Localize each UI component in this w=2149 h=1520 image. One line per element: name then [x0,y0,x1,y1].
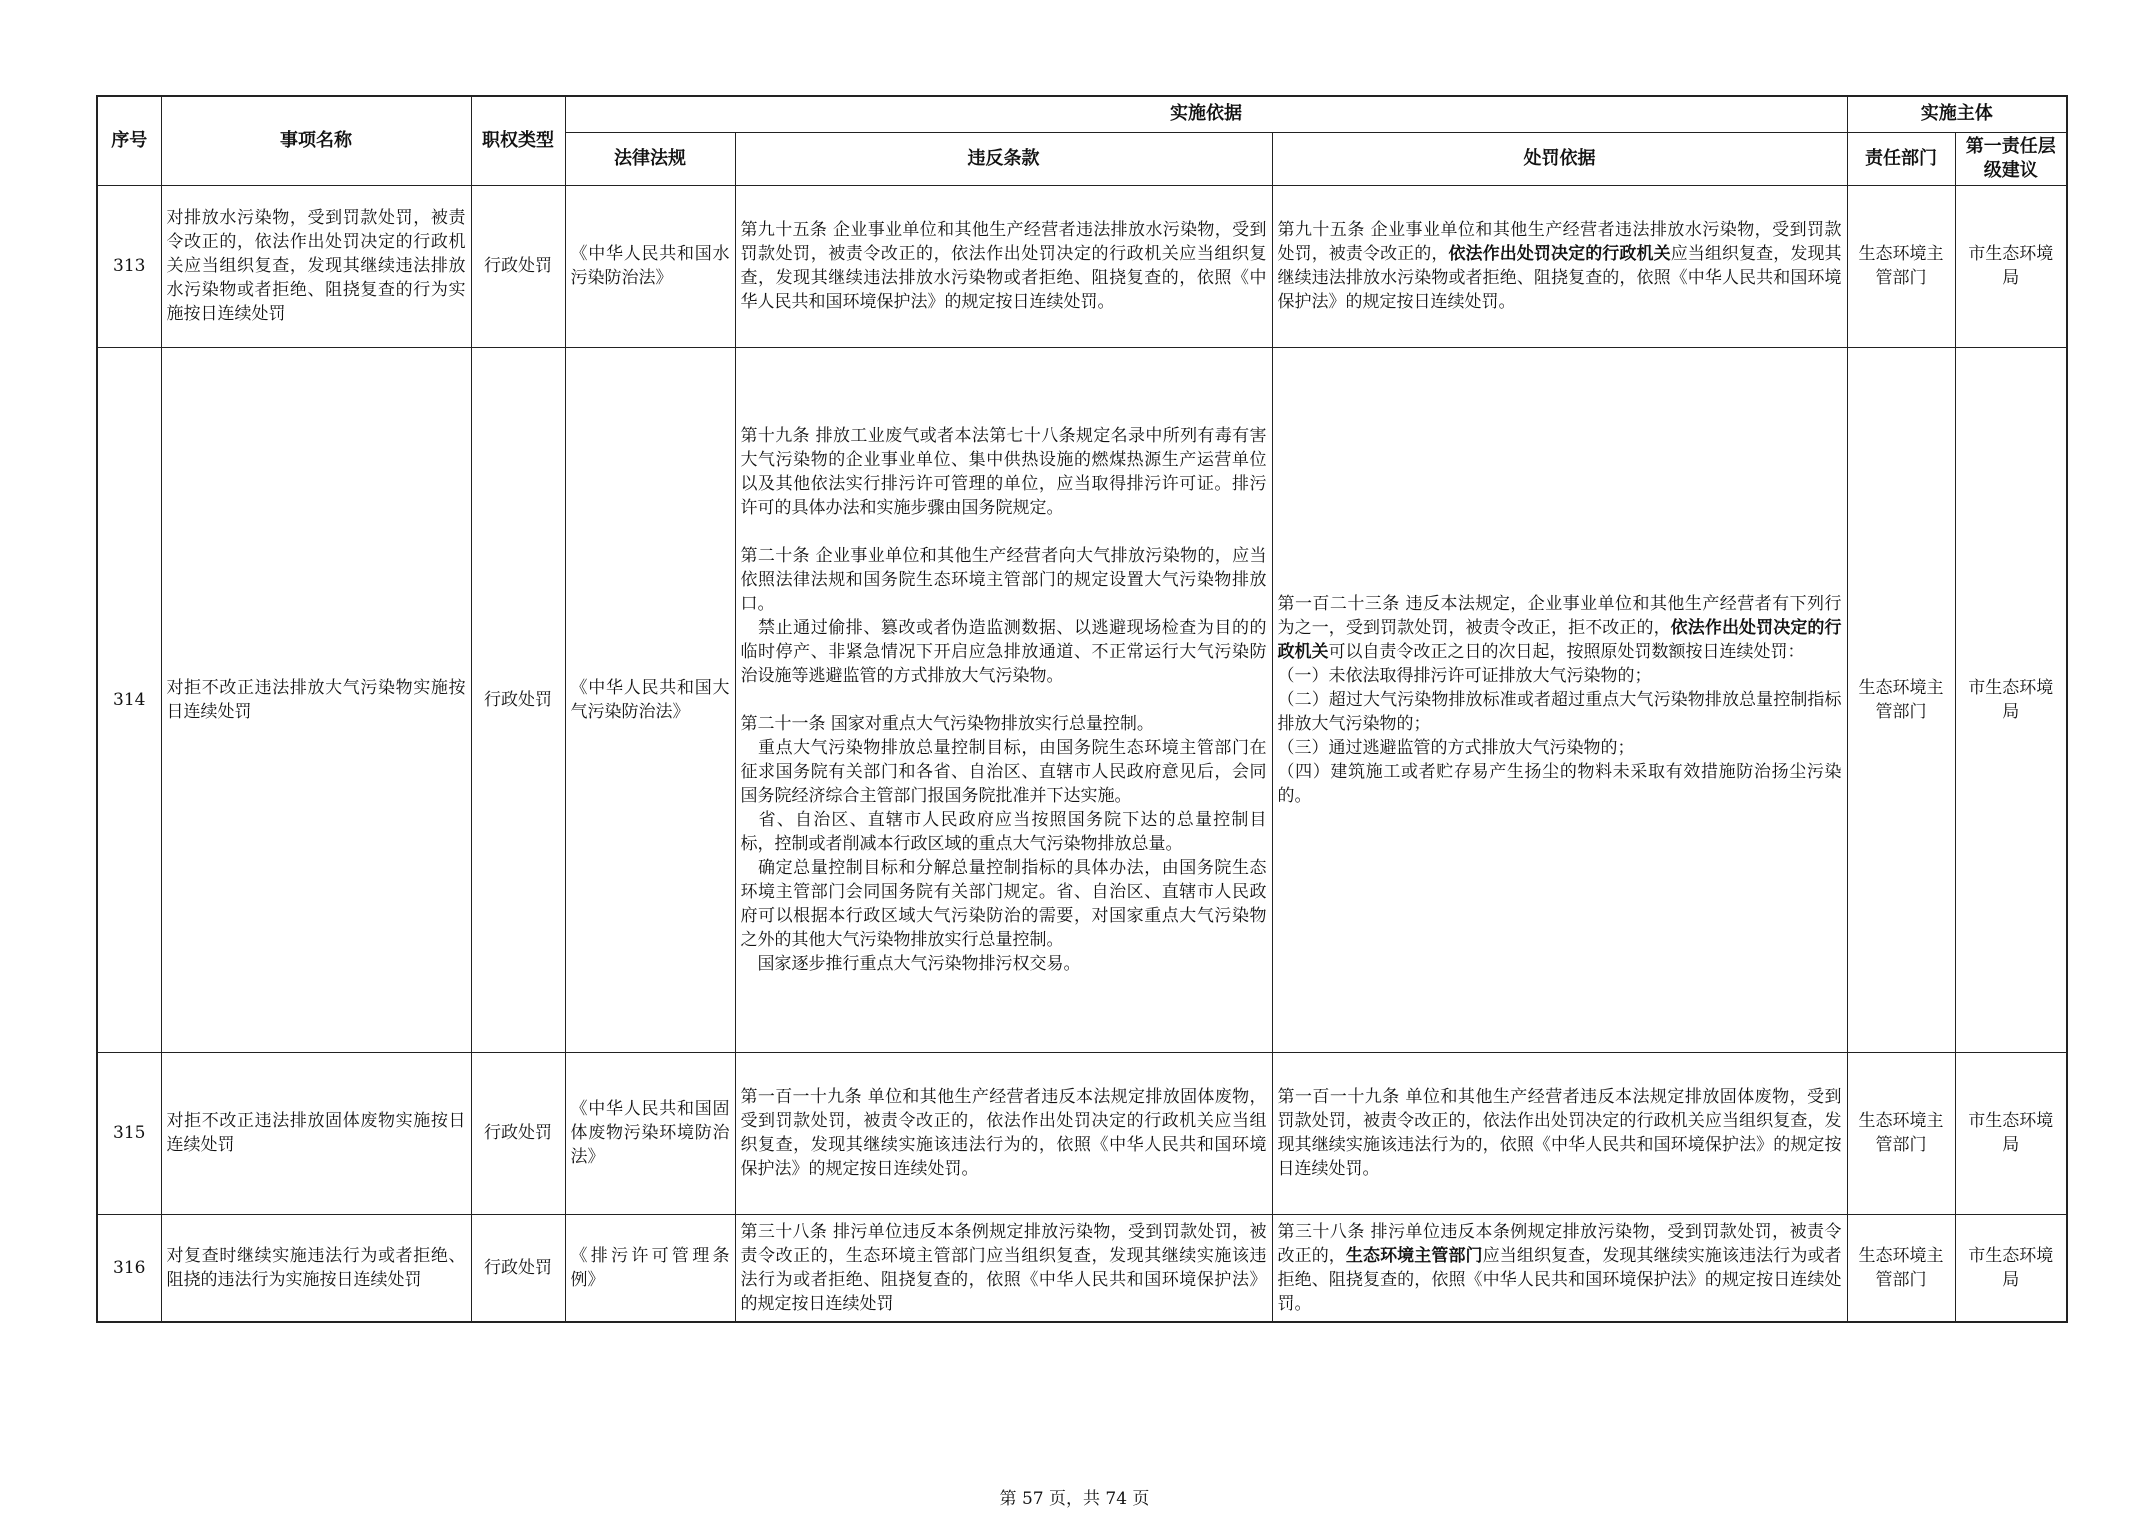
row-seq: 313 [97,185,161,347]
row-dept: 生态环境主管部门 [1847,185,1955,347]
row-violation [735,1052,1272,1214]
row-law: 《排污许可管理条例》 [565,1214,735,1322]
row-penalty-basis [1272,1052,1847,1214]
header-violation: 违反条款 [735,132,1272,185]
header-subject-group: 实施主体 [1847,96,2067,132]
document-table-wrapper [96,95,2066,1323]
row-power-type: 行政处罚 [471,1052,565,1214]
paragraph-gap [741,520,1267,544]
violation-paragraph: 第二十条 企业事业单位和其他生产经营者向大气排放污染物的，应当依照法律法规和国务院生态环境主管部门的规定设置大气污染物排放口。 [740,545,1267,614]
header-level: 第一责任层级建议 [1955,132,2067,185]
header-penalty-basis: 处罚依据 [1272,132,1847,185]
row-level: 市生态环境局 [1955,1214,2067,1322]
row-law: 《中华人民共和国水污染防治法》 [565,185,735,347]
row-seq: 314 [97,347,161,1052]
row-level: 市生态环境局 [1955,347,2067,1052]
violation-paragraph: 禁止通过偷排、篡改或者伪造监测数据、以逃避现场检查为目的的临时停产、非紧急情况下开启应急排放通道、不正常运行大气污染防治设施等逃避监管的方式排放大气污染物。 [740,617,1267,686]
violation-paragraph: 国家逐步推行重点大气污染物排污权交易。 [740,953,1081,974]
row-law: 《中华人民共和国大气污染防治法》 [565,347,735,1052]
header-law: 法律法规 [565,132,735,185]
row-dept: 生态环境主管部门 [1847,1052,1955,1214]
table-row [97,1052,2067,1214]
row-violation [735,185,1272,347]
row-dept: 生态环境主管部门 [1847,347,1955,1052]
header-seq: 序号 [97,96,161,185]
table-row [97,1214,2067,1322]
penalty-text-pre: 第一百二十三条 违反本法规定，企业事业单位和其他生产经营者有下列行为之一，受到罚款处罚，被责令改正，拒不改正的， [1277,593,1842,638]
row-penalty-basis [1272,185,1847,347]
violation-paragraph: 第二十一条 国家对重点大气污染物排放实行总量控制。 [740,713,1154,734]
header-power-type: 职权类型 [471,96,565,185]
row-dept: 生态环境主管部门 [1847,1214,1955,1322]
row-penalty-basis [1272,1214,1847,1322]
page-number: 第 57 页，共 74 页 [999,1489,1150,1509]
row-law: 《中华人民共和国固体废物污染环境防治法》 [565,1052,735,1214]
paragraph-gap [741,688,1267,712]
row-seq: 315 [97,1052,161,1214]
penalty-text-post: 应当组织复查，发现其继续违法排放水污染物或者拒绝、阻挠复查的，依照《中华人民共和国环境保护法》的规定按日连续处罚。 [1277,244,1842,312]
violation-paragraph: 第十九条 排放工业废气或者本法第七十八条规定名录中所列有毒有害大气污染物的企业事业单位、集中供热设施的燃煤热源生产运营单位以及其他依法实行排污许可管理的单位，应当取得排污许可证。排污许可的具体办法和实施步骤由国务院规定。 [740,425,1267,518]
violation-paragraph: 第九十五条 企业事业单位和其他生产经营者违法排放水污染物，受到罚款处罚，被责令改正的，依法作出处罚决定的行政机关应当组织复查，发现其继续违法排放水污染物或者拒绝、阻挠复查的，依照《中华人民共和国环境保护法》的规定按日连续处罚。 [740,220,1267,312]
penalty-text-emphasis: 依法作出处罚决定的行政机关 [1277,617,1842,662]
row-item-name: 对排放水污染物，受到罚款处罚，被责令改正的，依法作出处罚决定的行政机关应当组织复查，发现其继续违法排放水污染物或者拒绝、阻挠复查的行为实施按日连续处罚 [161,185,471,347]
penalty-text-pre: 第三十八条 排污单位违反本条例规定排放污染物，受到罚款处罚，被责令改正的， [1277,1221,1842,1266]
penalty-text-emphasis: 生态环境主管部门 [1345,1245,1483,1266]
penalty-text-pre: 第一百一十九条 单位和其他生产经营者违反本法规定排放固体废物，受到罚款处罚，被责令改正的，依法作出处罚决定的行政机关应当组织复查，发现其继续实施该违法行为的，依照《中华人民共和国环境保护法》的规定按日连续处罚。 [1277,1087,1842,1179]
table-row [97,347,2067,1052]
header-item-name: 事项名称 [161,96,471,185]
row-seq: 316 [97,1214,161,1322]
header-basis-group: 实施依据 [565,96,1847,132]
violation-paragraph: 省、自治区、直辖市人民政府应当按照国务院下达的总量控制目标，控制或者削减本行政区域的重点大气污染物排放总量。 [740,809,1267,854]
violation-paragraph: 第一百一十九条 单位和其他生产经营者违反本法规定排放固体废物，受到罚款处罚，被责令改正的，依法作出处罚决定的行政机关应当组织复查，发现其继续实施该违法行为的，依照《中华人民共和国环境保护法》的规定按日连续处罚。 [740,1087,1267,1179]
header-dept: 责任部门 [1847,132,1955,185]
row-item-name: 对拒不改正违法排放大气污染物实施按日连续处罚 [161,347,471,1052]
penalty-text-post: 应当组织复查，发现其继续实施该违法行为或者拒绝、阻挠复查的，依照《中华人民共和国环境保护法》的规定按日连续处罚。 [1277,1245,1842,1314]
penalty-text-emphasis: 依法作出处罚决定的行政机关 [1448,244,1671,264]
enforcement-table [96,95,2068,1323]
violation-paragraph: 确定总量控制目标和分解总量控制指标的具体办法，由国务院生态环境主管部门会同国务院有关部门规定。省、自治区、直辖市人民政府可以根据本行政区域大气污染防治的需要，对国家重点大气污染物之外的其他大气污染物排放实行总量控制。 [740,857,1267,950]
row-level: 市生态环境局 [1955,1052,2067,1214]
violation-paragraph: 第三十八条 排污单位违反本条例规定排放污染物，受到罚款处罚，被责令改正的，生态环境主管部门应当组织复查，发现其继续实施该违法行为或者拒绝、阻挠复查的，依照《中华人民共和国环境保护法》的规定按日连续处罚 [740,1221,1267,1314]
row-violation [735,1214,1272,1322]
row-violation [735,347,1272,1052]
row-item-name: 对拒不改正违法排放固体废物实施按日连续处罚 [161,1052,471,1214]
row-item-name: 对复查时继续实施违法行为或者拒绝、阻挠的违法行为实施按日连续处罚 [161,1214,471,1322]
table-row [97,185,2067,347]
penalty-text-post: 可以自责令改正之日的次日起，按照原处罚数额按日连续处罚： （一）未依法取得排污许可证排放大气污染物的； （二）超过大气污染物排放标准或者超过重点大气污染物排放总量控制指标排放大气污染物的； （三）通过逃避监管的方式排放大气污染物的； （四）建筑施工或者贮存易产生扬尘的物料未采取有效措施防治扬尘污染的。 [1277,641,1842,806]
violation-paragraph: 重点大气污染物排放总量控制目标，由国务院生态环境主管部门在征求国务院有关部门和各省、自治区、直辖市人民政府意见后，会同国务院经济综合主管部门报国务院批准并下达实施。 [740,737,1267,806]
row-penalty-basis [1272,347,1847,1052]
row-power-type: 行政处罚 [471,347,565,1052]
row-power-type: 行政处罚 [471,1214,565,1322]
row-power-type: 行政处罚 [471,185,565,347]
penalty-text-pre: 第九十五条 企业事业单位和其他生产经营者违法排放水污染物，受到罚款处罚，被责令改正的， [1277,220,1842,264]
row-level: 市生态环境局 [1955,185,2067,347]
